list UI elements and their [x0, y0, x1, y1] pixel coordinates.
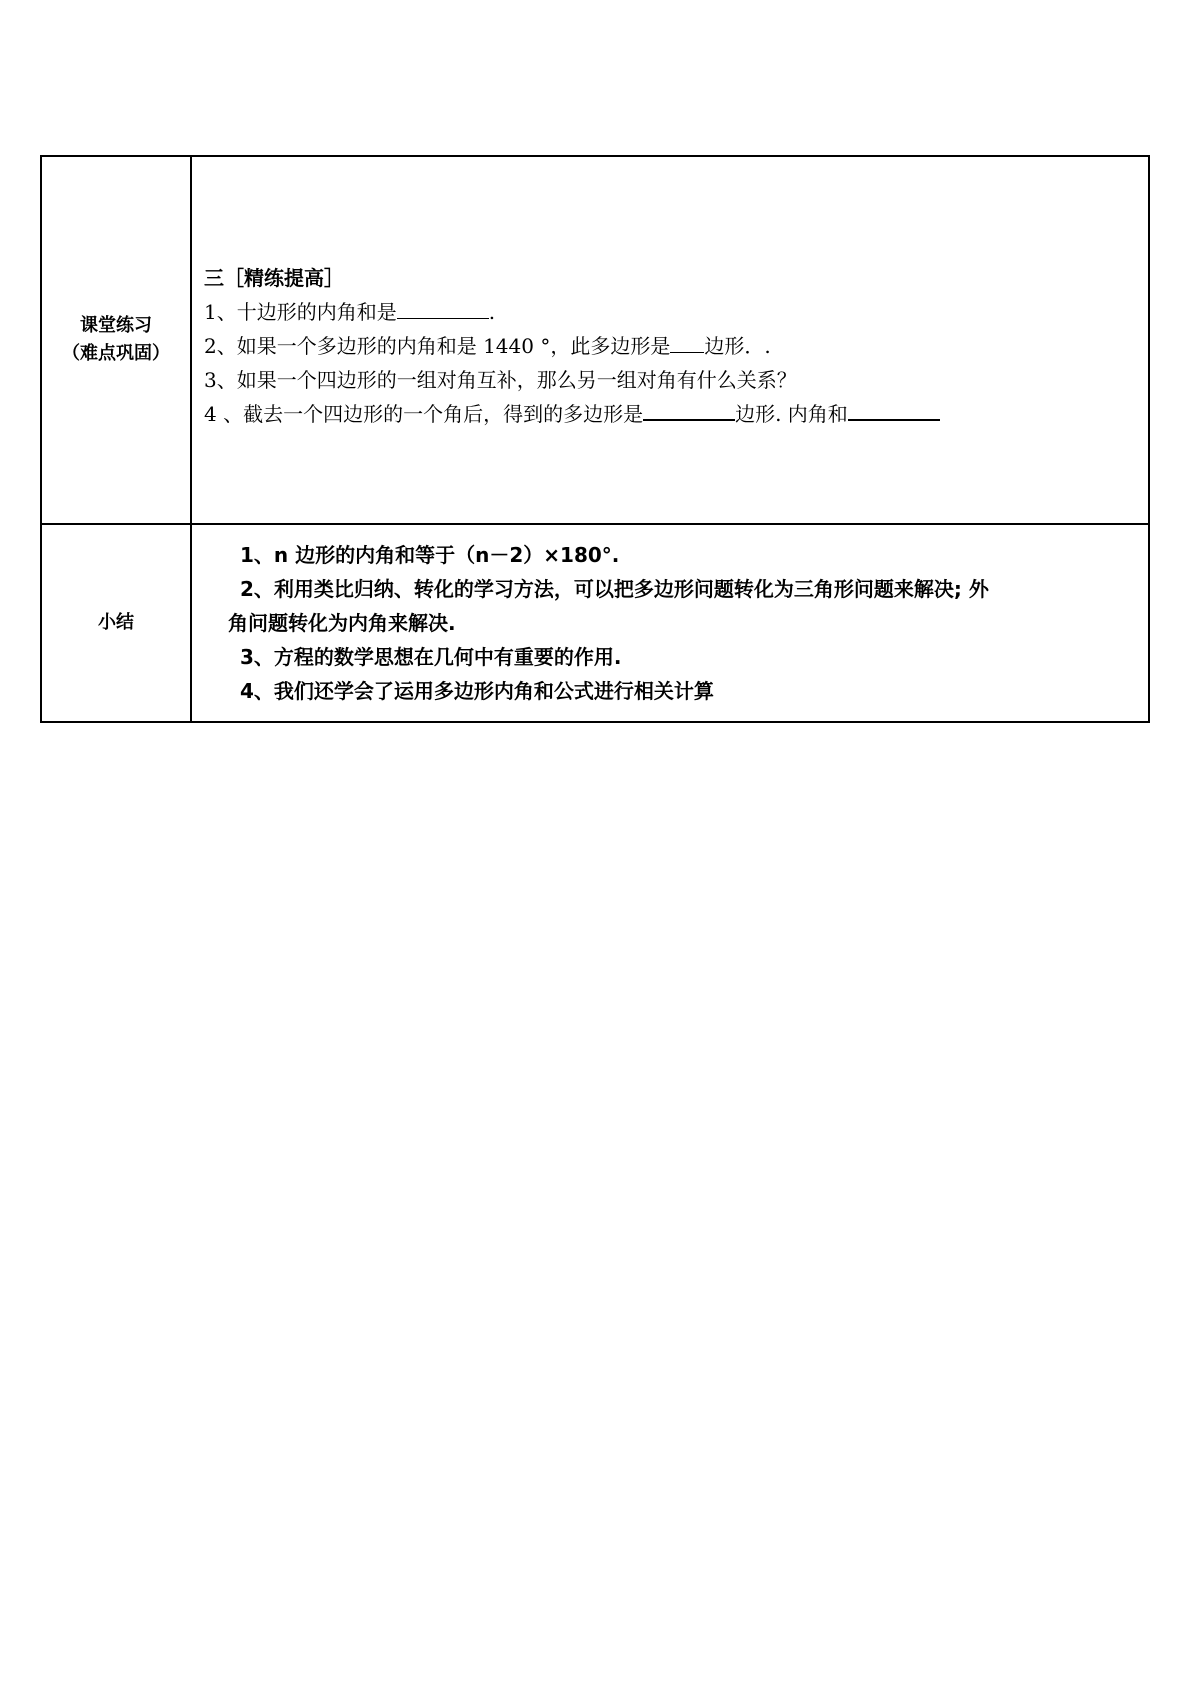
- summary-item-4: 4、我们还学会了运用多边形内角和公式进行相关计算: [240, 679, 714, 703]
- practice-content: [192, 249, 1148, 431]
- answer-blank-4b[interactable]: [848, 397, 940, 421]
- summary-content: [192, 538, 1148, 708]
- lesson-table: [40, 155, 1150, 723]
- answer-blank-4a[interactable]: [643, 397, 735, 421]
- practice-label-line1: 课堂练习: [80, 315, 152, 336]
- practice-label-cell: [41, 156, 191, 524]
- summary-content-cell: [191, 524, 1149, 722]
- practice-item-1-suffix: .: [488, 300, 496, 324]
- answer-blank-1[interactable]: [397, 296, 489, 319]
- summary-item-1: 1、n 边形的内角和等于（n－2）×180°.: [240, 543, 620, 567]
- practice-item-3-text: 3、如果一个四边形的一组对角互补，那么另一组对角有什么关系？: [204, 368, 797, 392]
- summary-item-3: 3、方程的数学思想在几何中有重要的作用.: [240, 645, 622, 669]
- summary-item-2: 2、利用类比归纳、转化的学习方法，可以把多边形问题转化为三角形问题来解决; 外: [240, 577, 989, 601]
- practice-item-2-text: 2、如果一个多边形的内角和是 1440 °，此多边形是: [204, 334, 671, 358]
- summary-item-2-cont: 角问题转化为内角来解决.: [228, 611, 456, 635]
- practice-item-4-text: 4 、截去一个四边形的一个角后，得到的多边形是: [204, 402, 644, 426]
- practice-item-2: [204, 329, 1148, 363]
- table-row-practice: [41, 156, 1149, 524]
- table-row-summary: [41, 524, 1149, 722]
- practice-item-1-text: 1、十边形的内角和是: [204, 300, 397, 324]
- summary-label: 小结: [98, 612, 134, 633]
- summary-label-cell: [41, 524, 191, 722]
- practice-item-4-middle: 边形. 内角和: [735, 402, 848, 426]
- practice-item-4: [204, 397, 1148, 431]
- practice-heading: 三［精练提高］: [204, 266, 344, 290]
- answer-blank-2[interactable]: [670, 330, 704, 353]
- practice-content-cell: [191, 156, 1149, 524]
- practice-item-2-suffix: 边形．.: [704, 334, 771, 358]
- practice-item-1: [204, 295, 1148, 329]
- practice-label-line2: （难点巩固）: [62, 343, 170, 364]
- practice-item-3: [204, 363, 1148, 397]
